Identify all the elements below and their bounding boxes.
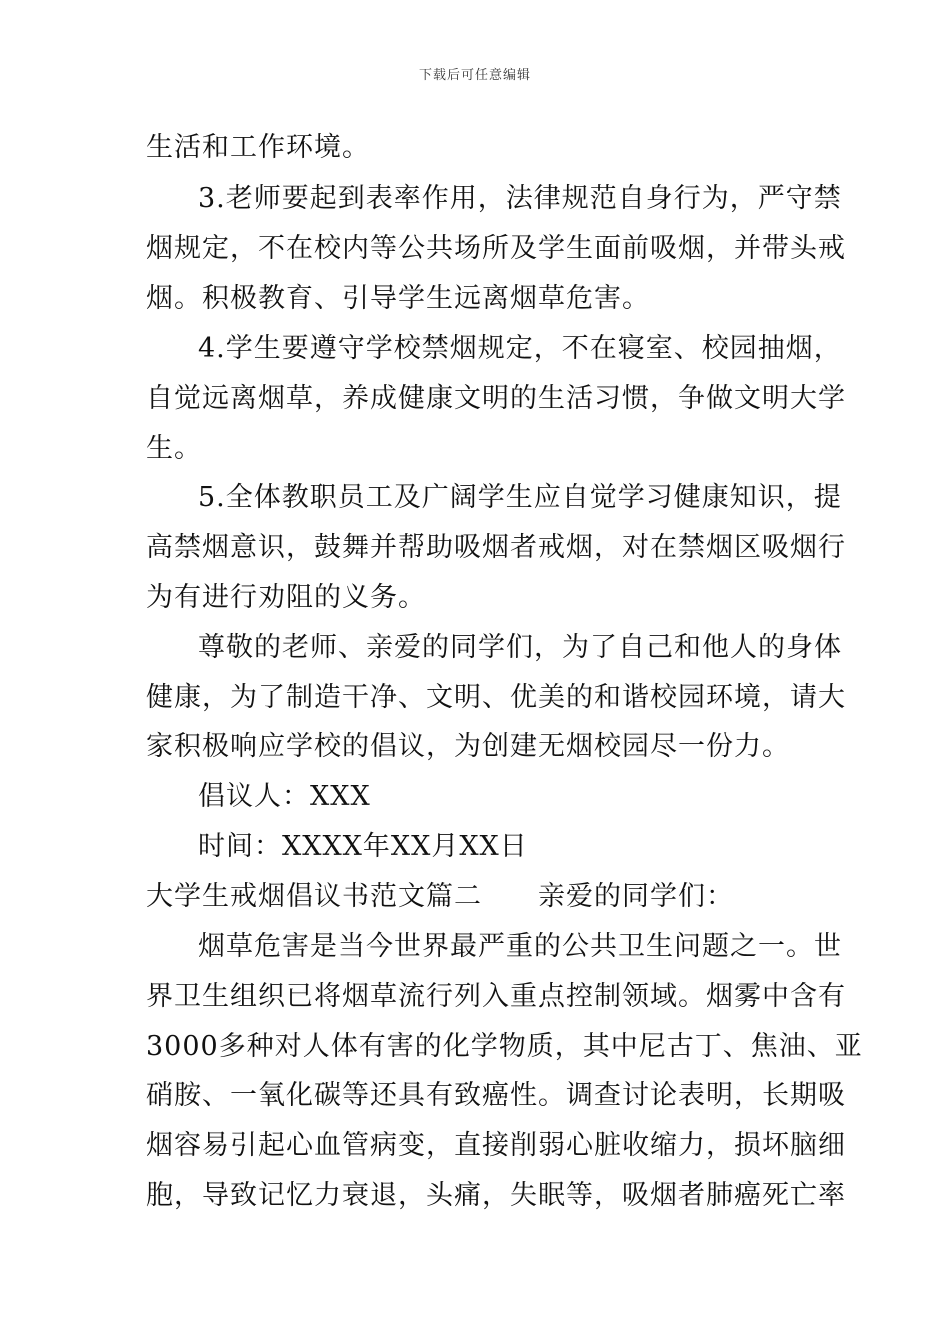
text-line: 烟草危害是当今世界最严重的公共卫生问题之一。世 bbox=[198, 931, 842, 962]
text-line: 5.全体教职员工及广阔学生应自觉学习健康知识，提 bbox=[198, 482, 842, 513]
text-line: 健康，为了制造干净、文明、优美的和谐校园环境，请大 bbox=[146, 682, 846, 713]
text-line: 烟容易引起心血管病变，直接削弱心脏收缩力，损坏脑细 bbox=[146, 1130, 846, 1161]
text-line: 3000多种对人体有害的化学物质，其中尼古丁、焦油、亚 bbox=[146, 1031, 863, 1062]
text-line: 烟规定，不在校内等公共场所及学生面前吸烟，并带头戒 bbox=[146, 233, 846, 264]
text-line: 烟。积极教育、引导学生远离烟草危害。 bbox=[146, 283, 650, 314]
text-line: 家积极响应学校的倡议，为创建无烟校园尽一份力。 bbox=[146, 731, 790, 762]
text-line: 倡议人：XXX bbox=[198, 781, 371, 812]
text-line: 4.学生要遵守学校禁烟规定，不在寝室、校园抽烟， bbox=[198, 333, 842, 364]
text-line: 3.老师要起到表率作用，法律规范自身行为，严守禁 bbox=[198, 183, 842, 214]
text-line: 自觉远离烟草，养成健康文明的生活习惯，争做文明大学 bbox=[146, 383, 846, 414]
text-line: 界卫生组织已将烟草流行列入重点控制领域。烟雾中含有 bbox=[146, 981, 846, 1012]
page-header-note: 下载后可任意编辑 bbox=[418, 68, 531, 83]
section-heading: 大学生戒烟倡议书范文篇二 亲爱的同学们： bbox=[146, 881, 734, 912]
text-line: 为有进行劝阻的义务。 bbox=[146, 582, 426, 613]
text-line: 高禁烟意识，鼓舞并帮助吸烟者戒烟，对在禁烟区吸烟行 bbox=[146, 532, 846, 563]
text-line: 生活和工作环境。 bbox=[146, 132, 370, 163]
text-line: 胞，导致记忆力衰退，头痛，失眠等，吸烟者肺癌死亡率 bbox=[146, 1180, 846, 1211]
text-line: 硝胺、一氧化碳等还具有致癌性。调查讨论表明，长期吸 bbox=[146, 1080, 846, 1111]
text-line: 尊敬的老师、亲爱的同学们，为了自己和他人的身体 bbox=[198, 632, 842, 663]
text-line: 生。 bbox=[146, 433, 202, 464]
text-line: 时间：XXXX年XX月XX日 bbox=[198, 831, 528, 862]
